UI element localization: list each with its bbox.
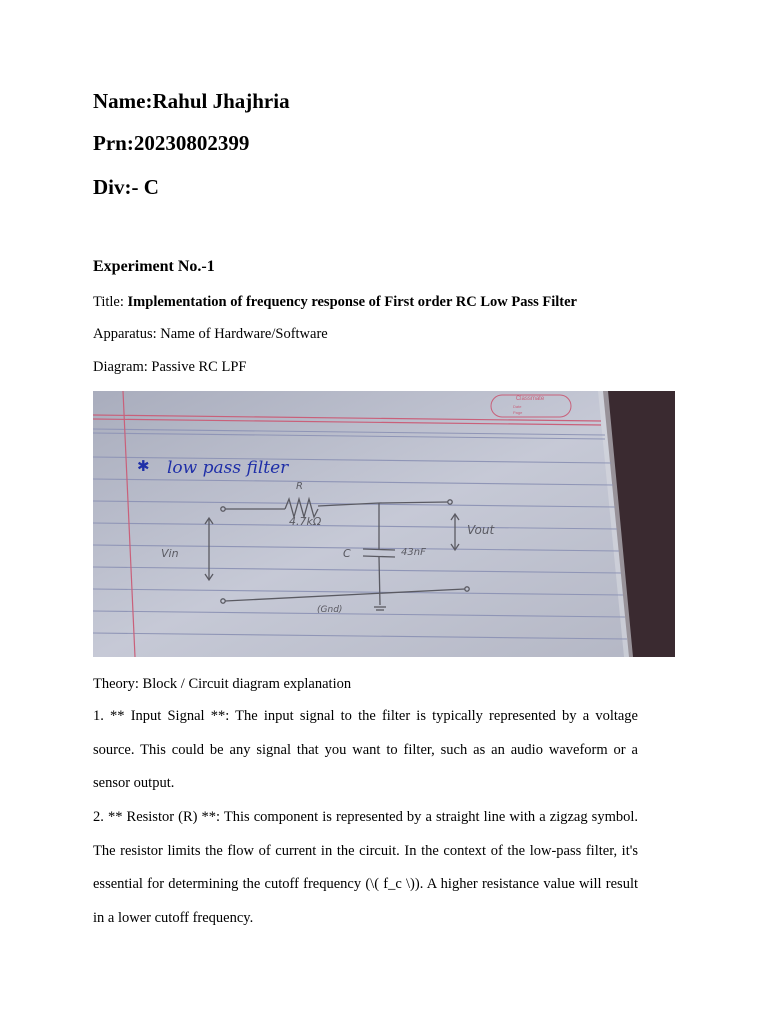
vout-label: Vout — [467, 523, 495, 537]
diagram-line: Diagram: Passive RC LPF — [93, 359, 247, 375]
ground-note: (Gnd) — [317, 605, 343, 615]
apparatus-line: Apparatus: Name of Hardware/Software — [93, 326, 328, 342]
bullet-star: ✱ — [137, 457, 150, 475]
title-label: Title: — [93, 294, 128, 310]
experiment-number: Experiment No.-1 — [93, 258, 215, 275]
circuit-photo — [93, 391, 675, 657]
capacitor-label: C — [343, 547, 351, 560]
vin-label: Vin — [161, 547, 179, 560]
theory-heading: Theory: Block / Circuit diagram explanation — [93, 676, 352, 692]
title-value: Implementation of frequency response of First order RC Low Pass Filter — [127, 294, 577, 310]
experiment-title — [93, 293, 577, 311]
student-prn: Prn:20230802399 — [93, 131, 250, 155]
brand-name: Classmate — [515, 396, 545, 402]
brand-date: Date — [513, 404, 522, 409]
theory-item-1: 1. ** Input Signal **: The input signal to the filter is typically represented by a voltage source. This could be any signal that you want to filter, such as an audio waveform or a sensor output. — [93, 708, 638, 792]
capacitor-value: 43nF — [401, 547, 426, 558]
resistor-label: R — [296, 481, 303, 492]
theory-item-2: 2. ** Resistor (R) **: This component is represented by a straight line with a zigzag symbol. The resistor limits the flow of current in the circuit. In the context of the low-pass filter, it's essential for determining the cutoff frequency (\( f_c \)). A higher resistance value will result in a lower cutoff frequency. — [93, 809, 638, 927]
student-name: Name:Rahul Jhajhria — [93, 89, 290, 113]
student-division: Div:- C — [93, 175, 159, 199]
brand-page: Page — [513, 410, 523, 415]
circuit-photo-drawing — [93, 391, 675, 657]
resistor-value: 4.7kΩ — [289, 515, 322, 528]
photo-heading: low pass filter — [167, 458, 289, 478]
